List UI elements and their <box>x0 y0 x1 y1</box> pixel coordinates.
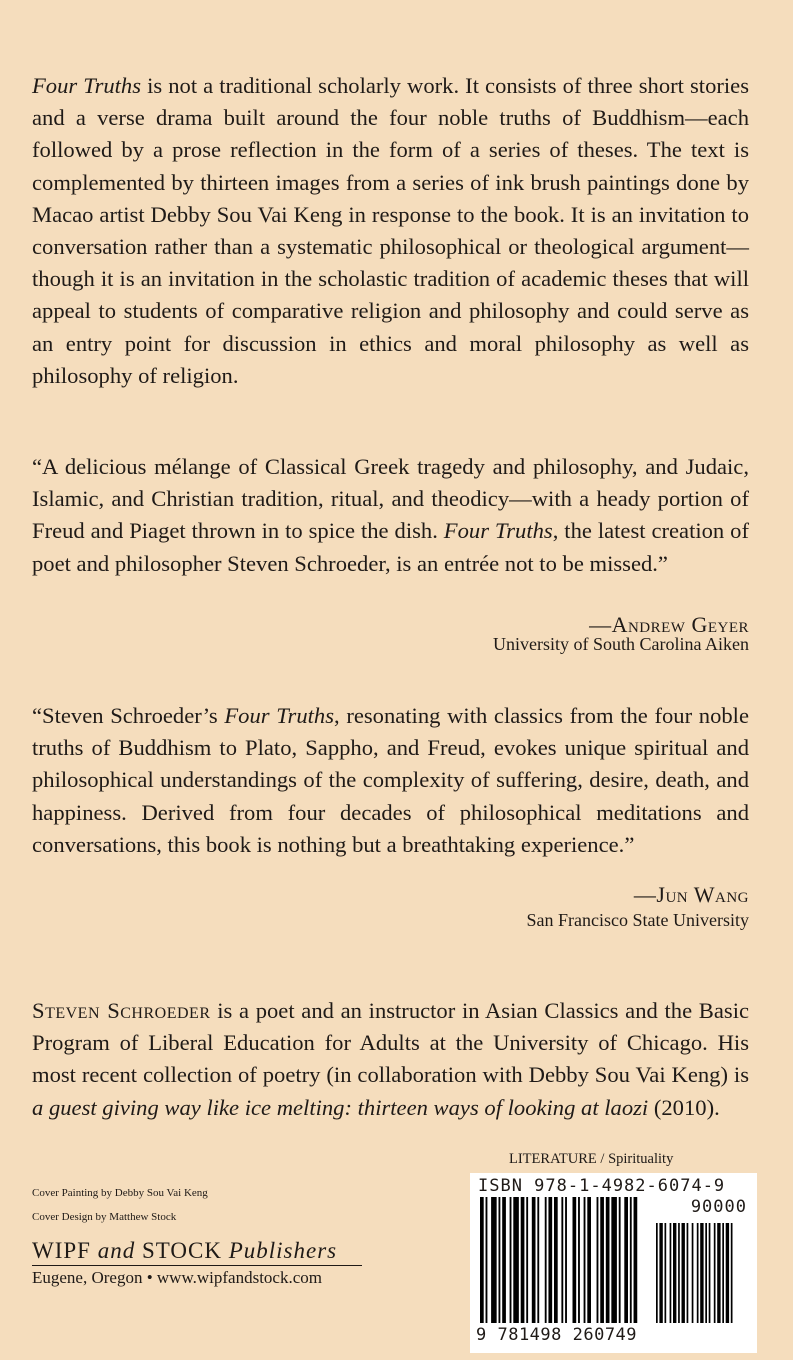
author-bio <box>32 995 749 1124</box>
quote-text: “A delicious mélange of Classical Greek tragedy and philosophy, and Judaic, Islamic, and Christian tradition, ritual, and theodicy—with a heady portion of Freud and Piaget thrown in to spice the dish. <box>32 454 749 544</box>
quote-1-author: —Andrew Geyer <box>589 612 749 637</box>
cover-painting-credit: Cover Painting by Debby Sou Vai Keng <box>32 1187 208 1199</box>
quote-text: , the latest creation of poet and philosopher Steven Schroeder, is an entrée not to be missed.” <box>32 518 749 576</box>
review-quote-1 <box>32 451 749 580</box>
barcode-digits: 9 781498 260749 <box>476 1325 638 1345</box>
description-text: is not a traditional scholarly work. It consists of three short stories and a verse drama built around the four noble truths of Buddhism—each followed by a prose reflection in the form of a series of theses. The text is complemented by thirteen images from a series of ink brush paintings done by Macao artist Debby Sou Vai Keng in response to the book. It is an invitation to conversation rather than a systematic philosophical or theological argument—though it is an invitation in the scholastic tradition of academic theses that will appeal to students of comparative religion and philosophy and could serve as an entry point for discussion in ethics and moral philosophy as well as philosophy of religion. <box>32 73 749 388</box>
bio-text: (2010). <box>648 1094 720 1120</box>
description-paragraph <box>32 70 749 392</box>
isbn-barcode <box>470 1173 757 1353</box>
book-title: Four Truths <box>443 518 553 544</box>
quote-1-affiliation: University of South Carolina Aiken <box>493 634 749 654</box>
quote-text: “Steven Schroeder’s <box>32 703 225 728</box>
book-title: Four Truths <box>32 73 142 98</box>
cover-design-credit: Cover Design by Matthew Stock <box>32 1211 177 1223</box>
quote-text: , resonating with classics from the four noble truths of Buddhism to Plato, Sappho, and Freud, evokes unique spiritual and philosophical understandings of the complexity of suffering, desire, death, and happiness. Derived from four decades of philosophical meditations and conversations, this book is nothing but a breathtaking experience.” <box>32 703 749 857</box>
bio-text: is a poet and an instructor in Asian Classics and the Basic Program of Liberal Education for Adults at the University of Chicago. His most recent collection of poetry (in collaboration with Debby Sou Vai Keng) is <box>32 998 749 1088</box>
isbn-text: ISBN 978-1-4982-6074-9 <box>478 1176 726 1196</box>
review-quote-2 <box>32 700 749 861</box>
publisher-rule <box>32 1265 362 1266</box>
quote-2-affiliation: San Francisco State University <box>526 910 749 930</box>
book-title: Four Truths <box>224 703 334 728</box>
publisher-name: WIPF and STOCK Publishers <box>32 1238 338 1263</box>
author-name: Steven Schroeder <box>32 998 211 1023</box>
previous-book-title: a guest giving way like ice melting: thirteen ways of looking at laozi <box>32 1094 649 1120</box>
quote-2-author: —Jun Wang <box>633 882 749 907</box>
book-category: LITERATURE / Spirituality <box>509 1151 674 1167</box>
publisher-location: Eugene, Oregon • www.wipfandstock.com <box>32 1268 322 1287</box>
price-code: 90000 <box>690 1197 747 1217</box>
